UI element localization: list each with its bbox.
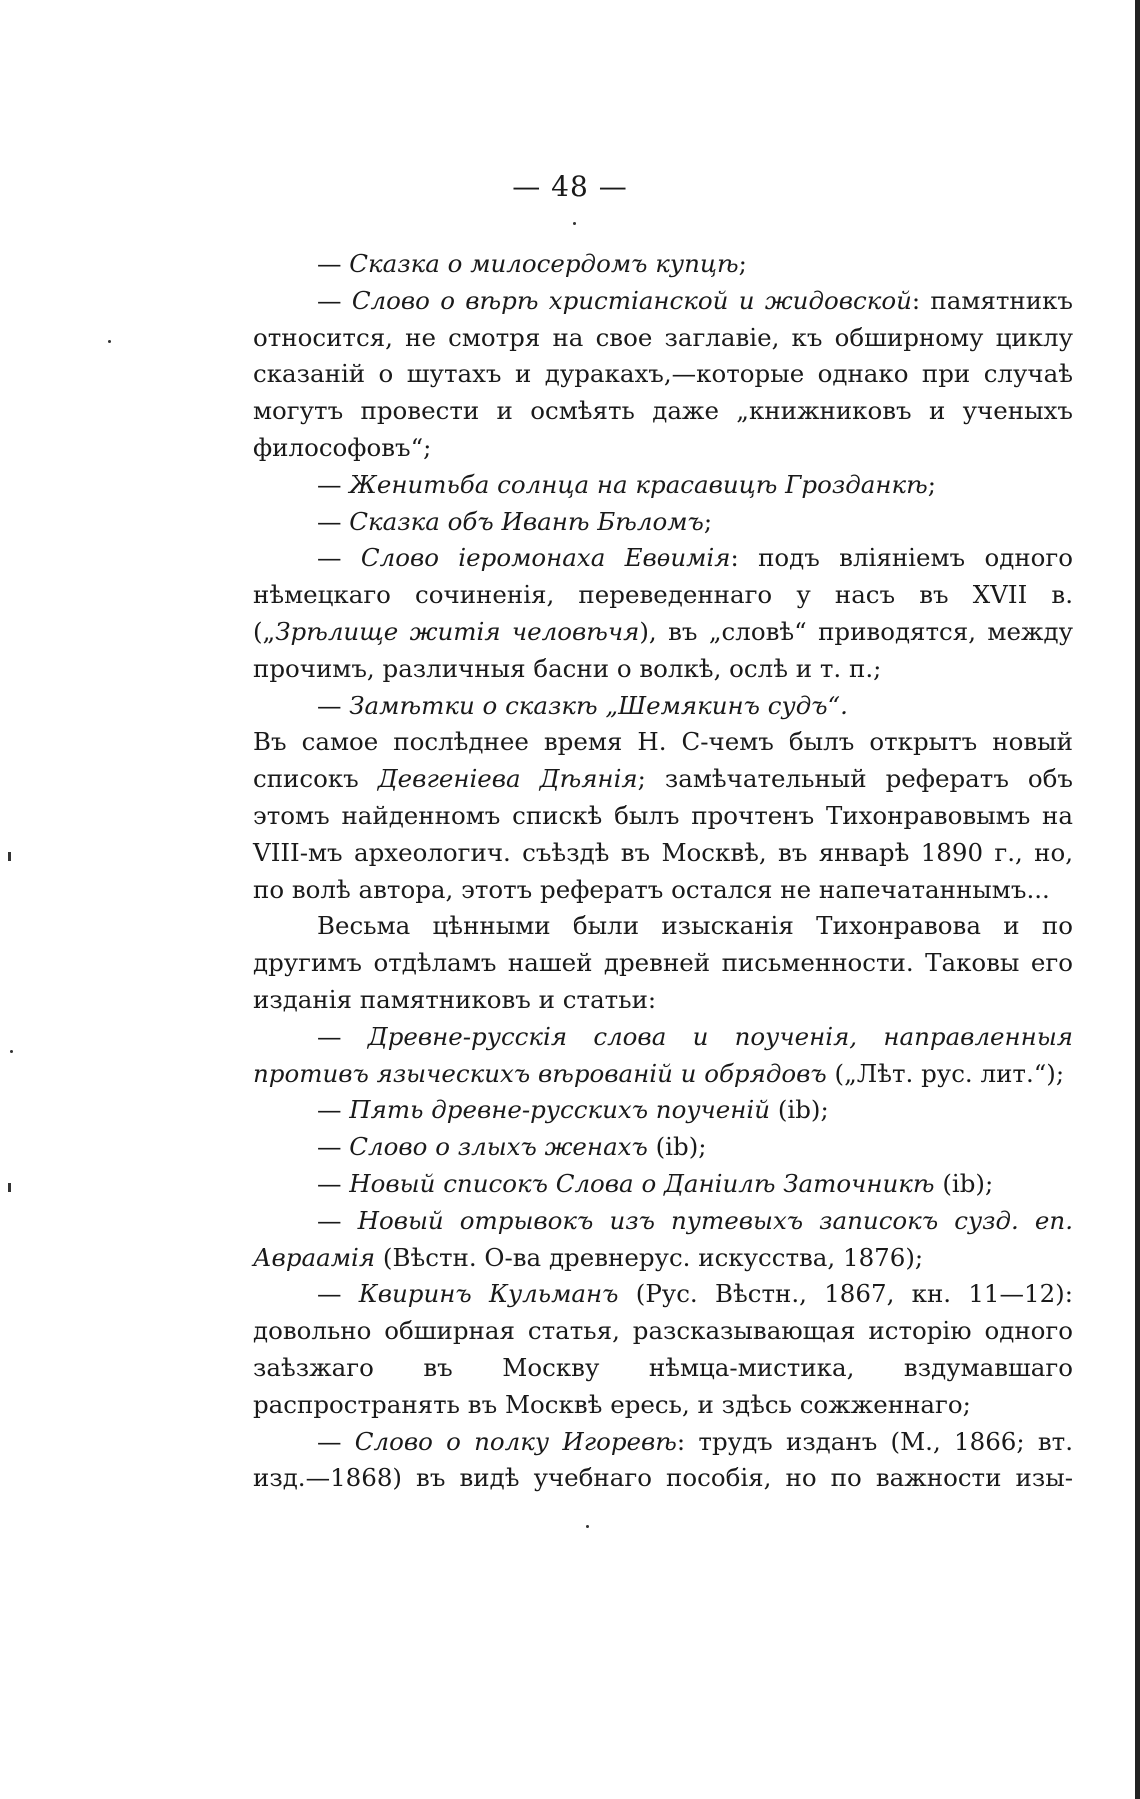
work-title: Новый списокъ Слова о Даніилѣ Заточникѣ: [349, 1168, 935, 1198]
scan-speck: [586, 1525, 589, 1528]
work-title: Сказка объ Иванѣ Бѣломъ: [349, 506, 704, 536]
page-edge-shadow: [1135, 0, 1140, 1799]
work-title: Слово о вѣрѣ христіанской и жидовской: [351, 285, 912, 315]
work-title: Девгеніева Дѣянія: [377, 764, 638, 794]
entry-paragraph: — Квиринъ Кульманъ (Рус. Вѣстн., 1867, кн. 11—12): довольно обширная статья, разсказывающая исторію одного заѣзжаго въ Москву нѣмца-мистика, вздумавшаго распространять въ Москвѣ ересь, и здѣсь сожженнаго;: [253, 1279, 1073, 1419]
entry-paragraph: — Замѣтки о сказкѣ „Шемякинъ судъ“.: [317, 690, 848, 720]
work-title: Замѣтки о сказкѣ „Шемякинъ судъ“.: [349, 690, 848, 720]
main-text: [253, 246, 1073, 1497]
entry-paragraph: — Древне-русскія слова и поученія, направленныя противъ языческихъ вѣрованій и обрядовъ („Лѣт. рус. лит.“);: [253, 1021, 1073, 1088]
scan-speck: [10, 1050, 13, 1053]
entry-paragraph: — Слово іеромонаха Евѳимія: подъ вліяніемъ одного нѣмецкаго сочиненія, переведеннаго у насъ въ XVII в. („Зрѣлище житія человѣчя), въ „словѣ“ приводятся, между прочимъ, различныя басни о волкѣ, ослѣ и т. п.;: [253, 543, 1073, 683]
work-title: Новый отрывокъ изъ путевыхъ записокъ сузд. еп. Авраамія: [253, 1205, 1073, 1272]
entry-paragraph: — Сказка о милосердомъ купцѣ;: [317, 249, 747, 278]
work-title: Зрѣлище житія человѣчя: [275, 616, 640, 646]
entry-paragraph: — Пять древне-русскихъ поученій (ib);: [317, 1095, 829, 1125]
work-title: Слово о полку Игоревѣ: [354, 1426, 677, 1456]
work-title: Сказка о милосердомъ купцѣ: [349, 249, 739, 278]
body-paragraph: Весьма цѣнными были изысканія Тихонравова и по другимъ отдѣламъ нашей древней письменности. Таковы его изданія памятниковъ и статьи:: [253, 911, 1073, 1014]
entry-paragraph: — Новый списокъ Слова о Даніилѣ Заточникѣ (ib);: [317, 1168, 994, 1198]
scan-speck: [573, 222, 576, 225]
scan-mark: [8, 852, 11, 861]
work-title: Женитьба солнца на красавицѣ Грозданкѣ: [349, 469, 928, 499]
scan-mark: [8, 1183, 11, 1192]
entry-paragraph: — Слово о полку Игоревѣ: трудъ изданъ (М., 1866; вт. изд.—1868) въ видѣ учебнаго пособія, но по важности изы-: [253, 1426, 1074, 1493]
entry-paragraph: — Слово о вѣрѣ христіанской и жидовской: памятникъ относится, не смотря на свое заглавіе, къ обширному циклу сказаній о шутахъ и дуракахъ,—которые однако при случаѣ могутъ провести и осмѣять даже „книжниковъ и ученыхъ философовъ“;: [253, 285, 1073, 462]
work-title: Древне-русскія слова и поученія, направленныя противъ языческихъ вѣрованій и обрядовъ: [253, 1021, 1073, 1088]
body-paragraph: Въ самое послѣднее время Н. С-чемъ былъ открытъ новый списокъ Девгеніева Дѣянія; замѣчательный рефератъ объ этомъ найденномъ спискѣ былъ прочтенъ Тихонравовымъ на VIII-мъ археологич. съѣздѣ въ Москвѣ, въ январѣ 1890 г., но, по волѣ автора, этотъ рефератъ остался не напечатаннымъ...: [253, 727, 1073, 904]
entry-paragraph: — Новый отрывокъ изъ путевыхъ записокъ сузд. еп. Авраамія (Вѣстн. О-ва древнерус. искусства, 1876);: [253, 1205, 1073, 1272]
page-number: — 48 —: [512, 170, 628, 203]
work-title: Слово о злыхъ женахъ: [349, 1132, 648, 1162]
work-title: Слово іеромонаха Евѳимія: [360, 543, 731, 573]
work-title: Пять древне-русскихъ поученій: [349, 1095, 771, 1125]
entry-paragraph: — Женитьба солнца на красавицѣ Грозданкѣ;: [317, 469, 936, 499]
entry-paragraph: — Сказка объ Иванѣ Бѣломъ;: [317, 506, 713, 536]
entry-paragraph: — Слово о злыхъ женахъ (ib);: [317, 1132, 707, 1162]
work-title: Квиринъ Кульманъ: [358, 1279, 619, 1309]
scan-speck: [108, 340, 111, 343]
